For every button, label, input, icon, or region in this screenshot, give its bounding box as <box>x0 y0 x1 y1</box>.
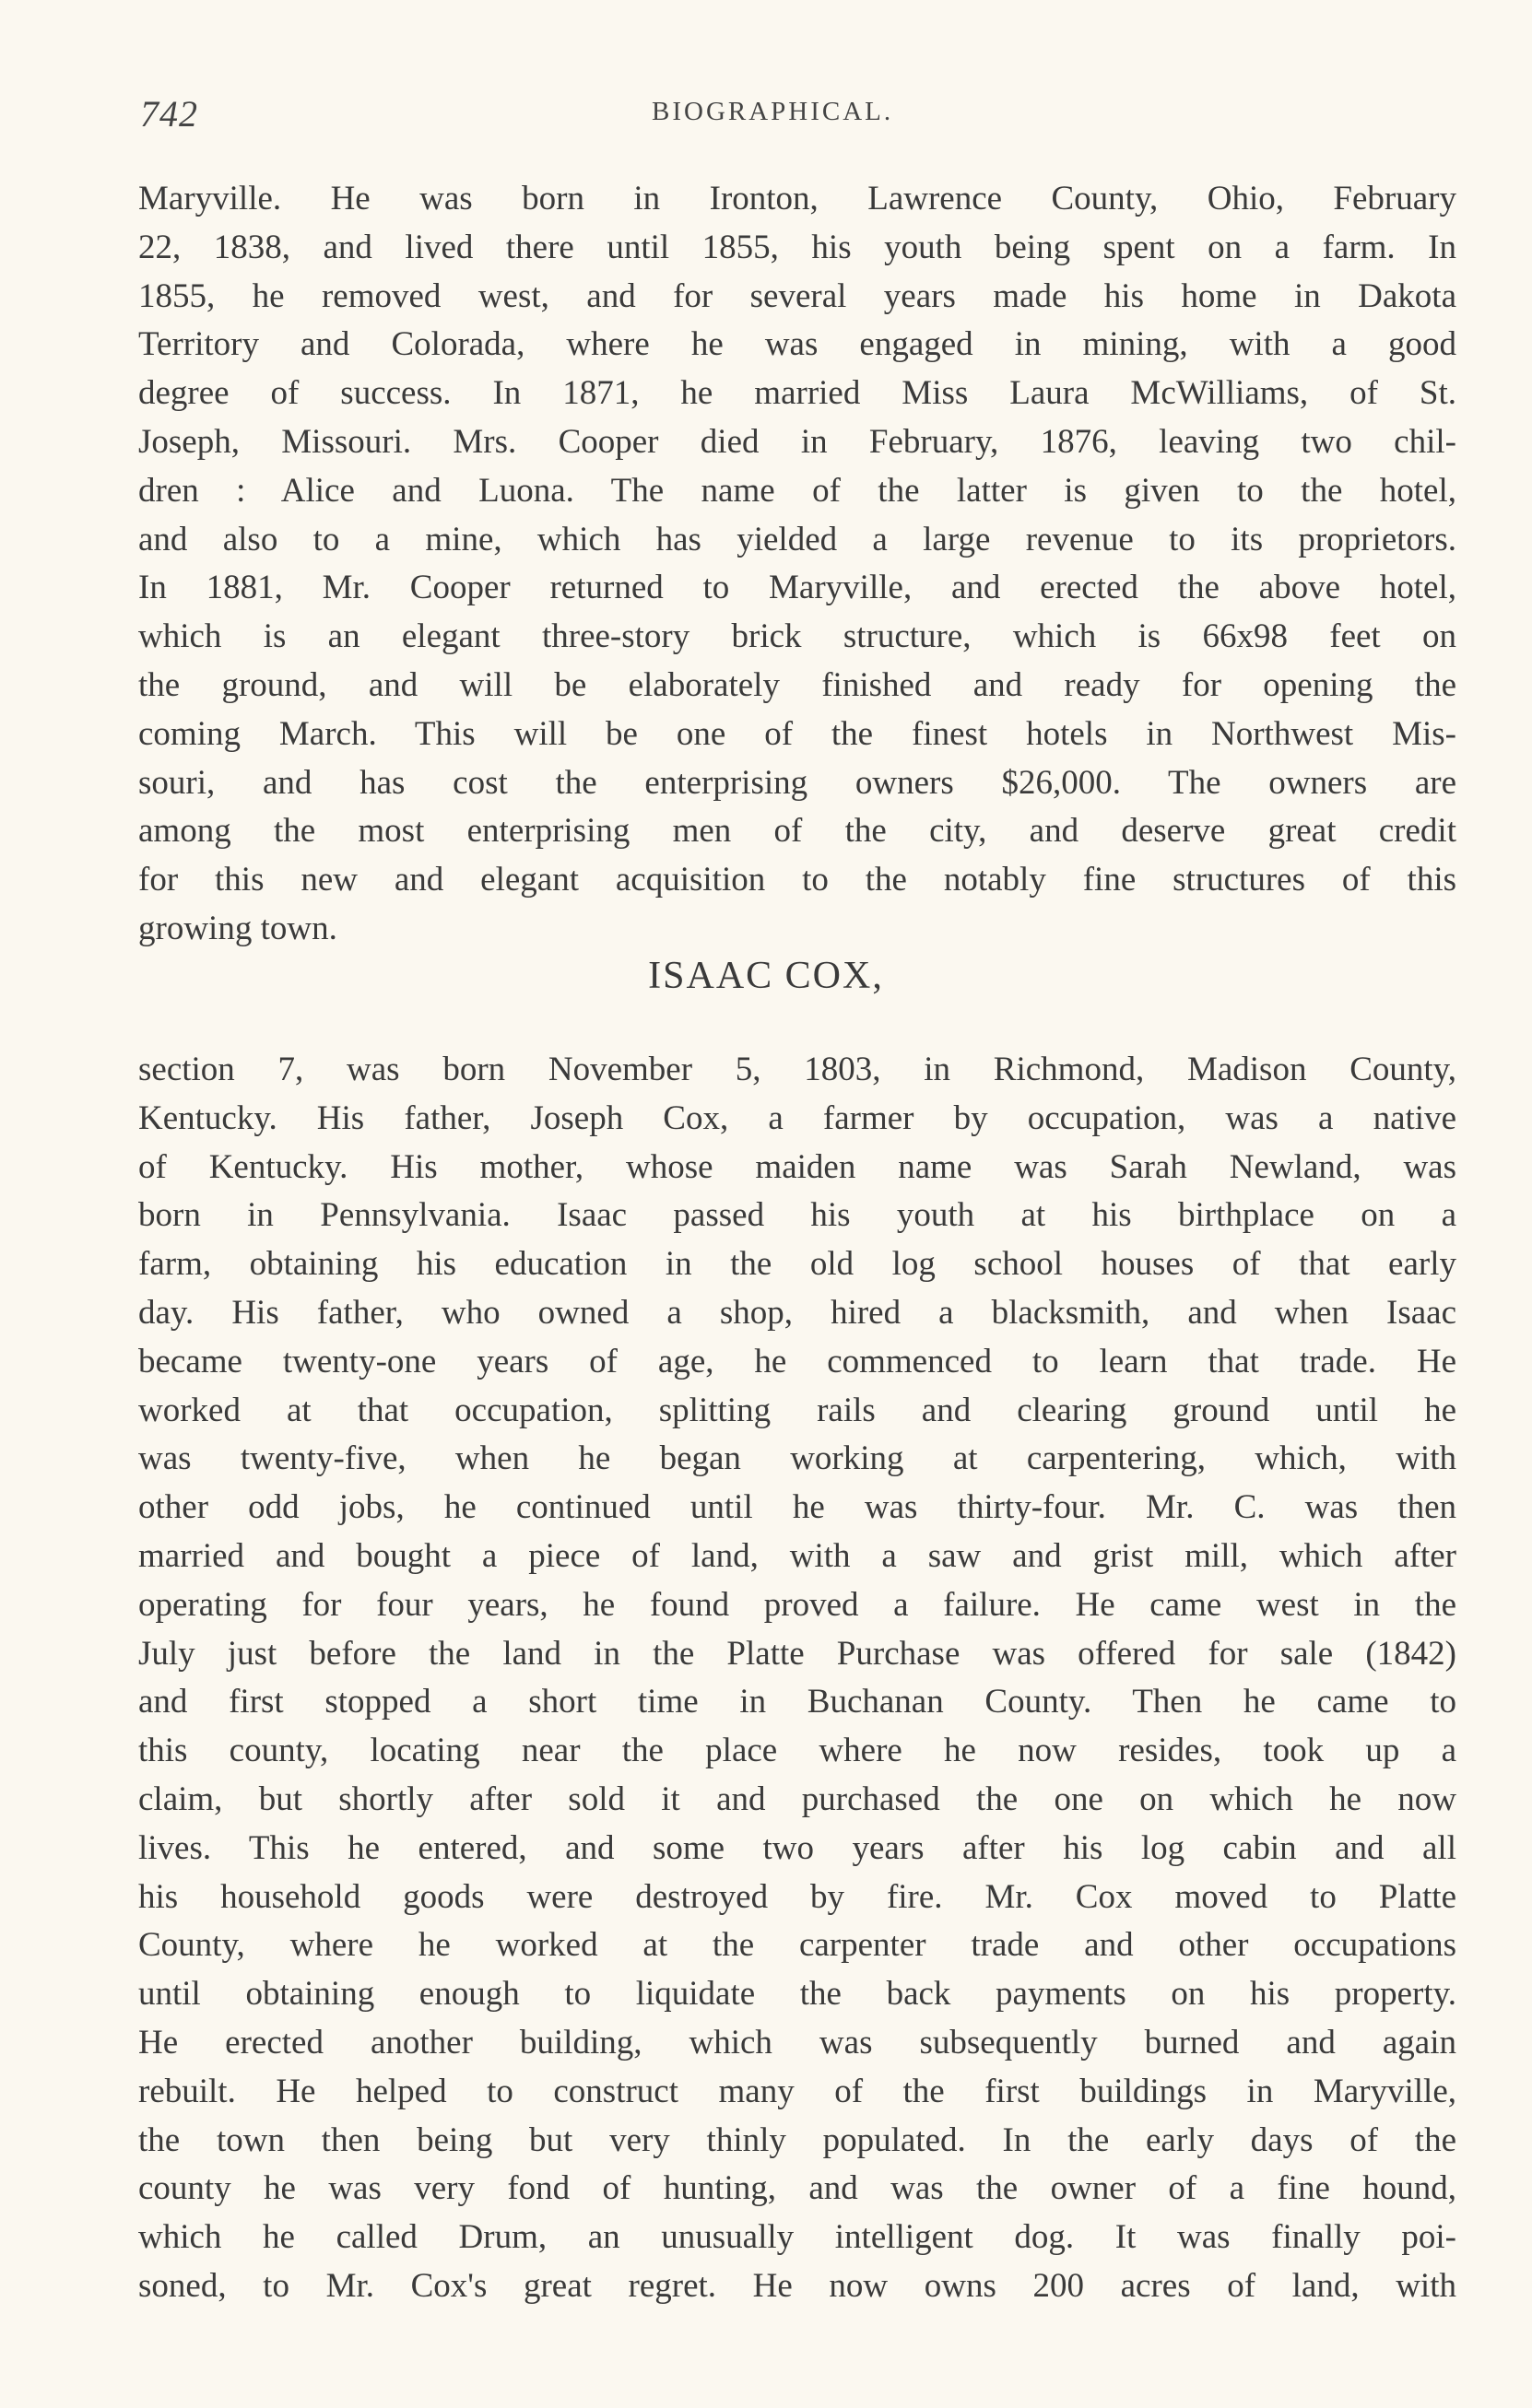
text-line: operating for four years, he found proved a failure. He came west in the <box>138 1585 1456 1624</box>
text-line: married and bought a piece of land, with a saw and grist mill, which after <box>138 1536 1456 1575</box>
text-line: was twenty-five, when he began working at carpentering, which, with <box>138 1439 1456 1478</box>
text-line: growing town. <box>138 909 337 947</box>
text-line: which he called Drum, an unusually intelligent dog. It was finally poi- <box>138 2218 1456 2257</box>
running-head: BIOGRAPHICAL. <box>652 97 894 126</box>
text-line: other odd jobs, he continued until he was thirty-four. Mr. C. was then <box>138 1488 1456 1527</box>
section-heading: ISAAC COX, <box>648 955 884 997</box>
text-line: dren : Alice and Luona. The name of the latter is given to the hotel, <box>138 471 1456 510</box>
text-line: County, where he worked at the carpenter trade and other occupations <box>138 1926 1456 1965</box>
text-line: this county, locating near the place where he now resides, took up a <box>138 1732 1456 1770</box>
text-line: his household goods were destroyed by fire. Mr. Cox moved to Platte <box>138 1877 1456 1916</box>
page-header <box>140 92 1458 147</box>
text-line: worked at that occupation, splitting rails and clearing ground until he <box>138 1391 1456 1429</box>
text-line: and first stopped a short time in Buchanan County. Then he came to <box>138 1683 1456 1721</box>
text-line: became twenty-one years of age, he commenced to learn that trade. He <box>138 1342 1456 1380</box>
text-line: coming March. This will be one of the finest hotels in Northwest Mis- <box>138 714 1456 753</box>
text-line: and also to a mine, which has yielded a large revenue to its proprietors. <box>138 520 1456 558</box>
biography-continuation <box>138 175 1456 954</box>
text-line: until obtaining enough to liquidate the back payments on his property. <box>138 1975 1456 2014</box>
text-line: county he was very fond of hunting, and was the owner of a fine hound, <box>138 2169 1456 2208</box>
text-line: 22, 1838, and lived there until 1855, his youth being spent on a farm. In <box>138 228 1456 266</box>
biography-isaac-cox <box>138 1046 1456 2311</box>
text-line: Kentucky. His father, Joseph Cox, a farmer by occupation, was a native <box>138 1098 1456 1137</box>
text-line: which is an elegant three-story brick structure, which is 66x98 feet on <box>138 617 1456 656</box>
text-line: born in Pennsylvania. Isaac passed his youth at his birthplace on a <box>138 1196 1456 1235</box>
text-line: Maryville. He was born in Ironton, Lawrence County, Ohio, February <box>138 180 1456 217</box>
text-line: farm, obtaining his education in the old log school houses of that early <box>138 1245 1456 1284</box>
text-line: soned, to Mr. Cox's great regret. He now owns 200 acres of land, with <box>138 2266 1456 2305</box>
text-line: of Kentucky. His mother, whose maiden name was Sarah Newland, was <box>138 1147 1456 1186</box>
text-line: among the most enterprising men of the city, and deserve great credit <box>138 812 1456 851</box>
page-number: 742 <box>140 93 198 135</box>
text-line: for this new and elegant acquisition to the notably fine structures of this <box>138 861 1456 899</box>
text-line: degree of success. In 1871, he married Miss Laura McWilliams, of St. <box>138 374 1456 413</box>
text-line: lives. This he entered, and some two years after his log cabin and all <box>138 1828 1456 1867</box>
text-line: the town then being but very thinly populated. In the early days of the <box>138 2120 1456 2159</box>
text-line: claim, but shortly after sold it and purchased the one on which he now <box>138 1780 1456 1818</box>
text-line: Territory and Colorada, where he was engaged in mining, with a good <box>138 325 1456 364</box>
text-line: souri, and has cost the enterprising owners $26,000. The owners are <box>138 763 1456 802</box>
text-line: Joseph, Missouri. Mrs. Cooper died in February, 1876, leaving two chil- <box>138 422 1456 461</box>
text-line: the ground, and will be elaborately finished and ready for opening the <box>138 665 1456 704</box>
text-line: section 7, was born November 5, 1803, in Richmond, Madison County, <box>138 1051 1456 1088</box>
text-line: July just before the land in the Platte Purchase was offered for sale (1842) <box>138 1634 1456 1673</box>
text-line: rebuilt. He helped to construct many of the first buildings in Maryville, <box>138 2072 1456 2110</box>
text-line: He erected another building, which was subsequently burned and again <box>138 2023 1456 2061</box>
text-line: day. His father, who owned a shop, hired a blacksmith, and when Isaac <box>138 1293 1456 1332</box>
text-line: In 1881, Mr. Cooper returned to Maryville, and erected the above hotel, <box>138 569 1456 607</box>
text-line: 1855, he removed west, and for several years made his home in Dakota <box>138 276 1456 315</box>
